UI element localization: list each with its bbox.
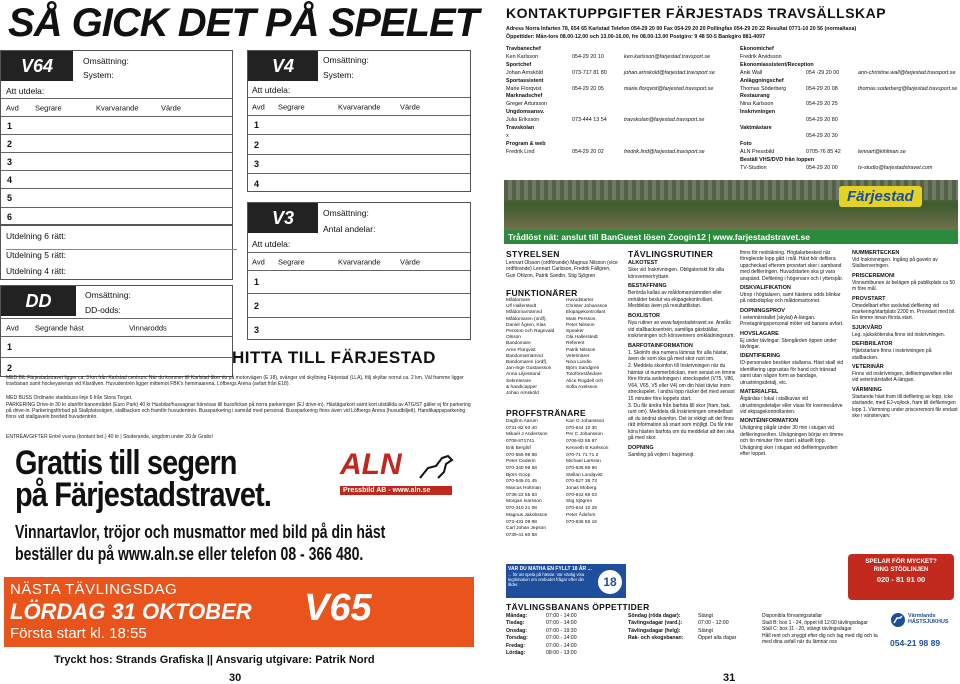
opening-label: Lördag: (506, 650, 526, 657)
dd-row-1 (1, 336, 232, 357)
col-kvarvarande: Kvarvarande (338, 257, 381, 266)
contact-phone: 054-29 20 30 (806, 132, 838, 139)
hitta-text: MED BIL Färjestadstravet ligger ca. 3 km från Karlstad centrum. När du kommer till Karlstad åker du på motorvägen (E 18), svänger vid skyltning Färjestad (LLA), följ skyltar norrut ca. 2 km. Väl framme ligger travbanan samt hockeyarenan vid Klarälven. Huvudentrén ligger mittemot FBK's hemmaarena, Löfbergs Arena (avfart från E18). (6, 375, 464, 388)
routine-text: Ej under tävlingar. Stengården öppen under tävlingar. (740, 337, 837, 351)
opening-label: Tävlingsdagar (helg): (628, 627, 681, 634)
contact-name: Anki Wall (740, 69, 763, 76)
address-line: Adress Norra Infarten 78, 654 65 Karlstad Telefon 054-29 20 00 Fax 054-29 20 20 Pollingfax 054-29 20 22 Resultat 0771-10 20 56 (normaltaxa) (506, 26, 857, 32)
opening-row (506, 620, 626, 627)
routine-heading: SJUKVÅRD (852, 324, 883, 331)
opening-row (506, 635, 626, 642)
contact-role: Beställ VHS/DVD från loppen (740, 156, 814, 163)
opening-label: Fredag: (506, 642, 526, 649)
contact-name: Thomas Söderberg (740, 85, 787, 92)
utdelning-6: Utdelning 6 rätt: (6, 231, 67, 241)
routine-section (740, 353, 844, 386)
opening-value: 07:00 - 12:00 (698, 620, 729, 627)
contacts-right (740, 46, 960, 173)
rutiner-title: TÄVLINGSRUTINER (628, 249, 714, 259)
opening-row (628, 620, 758, 627)
hastsjukhus-logo (890, 612, 906, 628)
v3-row-1 (248, 270, 470, 293)
opening-label: Onsdag: (506, 627, 528, 634)
openings-right: Disponibla förvaringsstallar Stall B: box 1 - 24, öppet till 12:00 tävlingsdagar Stall C: box 11 - 20, stängt tävlingsdagar Håll rent och snyggt efter dig och tag med dig och ta med dina avfall när du lämnar oss (762, 613, 878, 645)
routine-heading: BARFOTAINFORMATION (628, 342, 693, 349)
dd-form (0, 285, 233, 377)
routine-text: Åtgärdas i lokal i stallkuvan vid utrustningsdetaljer eller visas för kvennesårive vid ekipagekontrollanten. (740, 396, 843, 415)
sponsor-box (890, 612, 958, 652)
routine-section (740, 389, 844, 415)
col-kvarvarande: Kvarvarande (338, 102, 381, 111)
contact-role: Sportassistent (506, 77, 544, 84)
routine-heading: MONTÉINFORMATION (740, 418, 799, 425)
routine-section (852, 364, 958, 384)
v3-row-2 (248, 293, 470, 317)
routine-heading: VETERINÄR (852, 364, 884, 371)
routine-heading: HOVSLAGARE (740, 330, 779, 337)
routine-section (852, 341, 958, 361)
styrelsen-text: Lennart Olsson (ordförande) Magnus Nilsson (vice ordförande) Lennart Carlsson, Fredrik Fällgren, Gun Ohlzon, Patrik Sandin, Stig Sjögren (506, 260, 618, 279)
contact-email: ann-christine.wall@farjestad.travsport.se (858, 69, 956, 76)
row-number: 1 (7, 342, 13, 352)
contact-role: Program & web (506, 140, 546, 147)
contact-entry (740, 109, 960, 125)
contact-phone (572, 101, 620, 109)
routine-section (852, 387, 958, 420)
col-varde: Värde (161, 103, 182, 112)
contact-phone: 054-29 20 00 (806, 164, 838, 171)
contact-entry (506, 46, 736, 62)
routine-text: 1. Skoinfo ska numera lämnas för alla hästar, även de som ska gå med skor runt om. 2. Meddela skoinfon till Inskrivningen när du hämtar ut nummerbrickan, men senast en timme före första avdelningen i streckspelet (V75, V86, V64, V65, V5 eller V4) om din häst tävlar inom streckspelet. I andra lopp räcker det med senast 15 minuter före loppets start. 3. Du får ändra från barfota till skor (fram, bak, runt om). Meddela då Inskrivningen omedelbart att du ändrat skoinfon. Det är viktigt att det finns rätt information så snart som möjligt. Du får inte köra hästen barfota om du meddelat att den ska gå med skor. (628, 349, 736, 442)
contact-name: x (506, 132, 509, 139)
proffstranare-title: PROFFSTRÄNARE (506, 408, 586, 418)
horse-icon (418, 450, 454, 480)
contact-role: Ekonomiassistent/Reception (740, 61, 814, 68)
col-segrare: Segrare (278, 257, 305, 266)
opening-label: Torsdag: (506, 635, 528, 642)
v64-row-4 (1, 170, 232, 188)
contact-phone: 073-717 81 80 (572, 69, 607, 76)
row-number: 3 (7, 156, 13, 167)
contact-entry (740, 62, 960, 78)
utdelning-4: Utdelning 4 rätt: (6, 266, 67, 276)
hitta-bus: MED BUSS Ordinarie stadsbuss linje 6 från Stora Torget. (6, 395, 133, 401)
aln-logo-sub: Pressbild AB - www.aln.se (340, 486, 452, 495)
spelar-sub: RING STÖDLINJEN (873, 567, 929, 573)
contact-phone: 054-29 20 10 (572, 53, 604, 60)
contact-line (740, 54, 960, 62)
col-kvarvarande: Kvarvarande (96, 103, 139, 112)
routine-heading: DOPNING (628, 445, 654, 452)
contact-role: Restaurang (740, 93, 770, 100)
contact-line (740, 133, 960, 141)
contact-name: Johan Arnsköld (506, 69, 543, 76)
spelar-text: SPELAR FÖR MYCKET? (865, 558, 937, 565)
hours-line: Öppettider: Mån-tors 08.00-12.00 och 13.00-16.00, fre 08.00-13.00 Postgiro: 9 48 50-5 Bankgiro 881-4097 (506, 34, 766, 40)
opening-label: Tisdag: (506, 620, 525, 627)
routine-section (852, 325, 958, 338)
opening-row (506, 628, 626, 635)
row-number: 2 (7, 363, 13, 373)
v4-form (247, 50, 471, 192)
contact-email: tv-studio@farjestadstravet.com (858, 164, 933, 171)
contact-name (740, 117, 802, 125)
col-avd: Avd (252, 257, 265, 266)
col-avd: Avd (6, 323, 19, 332)
utdelning-5: Utdelning 5 rätt: (6, 249, 237, 260)
routine-text: Startande häst fram till defilering av lopp, icke startande, med EJ-vojlock, fram till defileringen lopp 1. Värmning under prisceremoni får endast ske i vänstervarv. (852, 393, 958, 420)
row-number: 1 (254, 277, 260, 287)
row-number: 2 (254, 139, 260, 150)
contact-name: Fredrik Lind (506, 148, 535, 155)
v64-form (0, 50, 233, 225)
aln-logo-box (336, 448, 456, 498)
contact-line (506, 133, 736, 141)
row-number: 1 (254, 120, 260, 130)
v4-row-3 (248, 154, 470, 173)
routine-text: Berörda kallas av måldomarnämnden eller enhälder beslut via ekipagekontrollant. Meddelas även på resultattlistan. (628, 290, 722, 310)
routine-section (628, 445, 736, 459)
routine-section (628, 260, 736, 280)
v4-row-1 (248, 115, 470, 134)
v64-att-utdela-label: Att utdela: (6, 86, 45, 96)
contact-name: ALN Pressbild (740, 148, 775, 155)
openings-mid (628, 613, 758, 643)
opening-label: Måndag: (506, 613, 528, 619)
routine-text: Omedelbart efter avslutad defilering vid markering/startplats 2200 m. Provstart med bil. En timme innan första start. (852, 302, 956, 322)
openings-title: TÄVLINGSBANANS ÖPPETTIDER (506, 602, 650, 612)
contact-entry (740, 46, 960, 62)
v3-logo: V3 (248, 203, 318, 233)
opening-value: 08:00 - 13:00 (546, 650, 577, 657)
contact-phone: 054-29 20 25 (806, 101, 838, 108)
routine-text: Hjärtstartare finns i inskrivningen på stallbacken. (852, 348, 932, 361)
routine-section (628, 343, 736, 442)
v3-row-3 (248, 317, 470, 341)
contact-email: travskolan@farjestad.travsport.se (624, 117, 705, 124)
contact-phone: 0705-76 85 42 (806, 148, 841, 155)
footer-left: Tryckt hos: Strands Grafiska || Ansvarig utgivare: Patrik Nord (54, 654, 375, 666)
contact-name: Julia Eriksson (506, 117, 540, 124)
opening-value: 07:00 - 14:00 (546, 620, 577, 627)
contact-name: Nina Karlsson (740, 101, 774, 108)
opening-value: Öppet alla dagar (698, 635, 737, 642)
contact-name: Fredrik Arvidsson (740, 53, 782, 60)
rutiner-col-3 (740, 250, 844, 460)
contact-line (506, 86, 736, 94)
col-segrare: Segrare (278, 102, 305, 111)
dd-odds-label: DD-odds: (85, 305, 121, 315)
col-vinnarodds: Vinnarodds (129, 323, 167, 332)
contact-line (506, 149, 736, 157)
opening-label: Söndag (röda dagar): (628, 613, 681, 619)
aln-headline-1: Grattis till segern (15, 444, 237, 482)
routine-heading: BOXLISTOR (628, 312, 660, 319)
v4-col-headers (248, 97, 470, 115)
contact-entry (740, 78, 960, 94)
contact-name: Greger Artursson (506, 101, 548, 108)
routine-heading: MATERIALFEL (740, 389, 779, 396)
v64-row-1 (1, 116, 232, 134)
routine-section (852, 273, 958, 293)
aln-headline-2: på Färjestadstravet. (15, 476, 272, 514)
contact-line (740, 149, 960, 157)
opening-row (506, 650, 626, 657)
row-number: 3 (254, 159, 260, 169)
next-race-line-2: LÖRDAG 31 OKTOBER (10, 599, 252, 624)
contact-line (506, 101, 736, 109)
opening-value: 07:00 - 19:30 (546, 627, 577, 634)
col-avd: Avd (252, 102, 265, 111)
contact-entry (740, 141, 960, 157)
routine-section (740, 331, 844, 351)
v64-col-headers (1, 98, 232, 116)
opening-label: Rak- och skogsbanan: (628, 635, 684, 642)
opening-row (506, 613, 626, 620)
contact-name (740, 133, 802, 141)
contact-phone: 054-29 20 02 (572, 148, 604, 155)
contact-role: Ekonomichef (740, 46, 774, 52)
spelar-box (848, 554, 954, 600)
v3-form (247, 202, 471, 340)
routine-section (740, 308, 844, 328)
contact-entry (506, 78, 736, 94)
styrelsen-title: STYRELSEN (506, 249, 560, 259)
routine-section (852, 250, 958, 270)
routine-text: Samling på vojten i hagenvojt. (628, 452, 695, 459)
spelar-phone: 020 - 81 91 00 (876, 575, 926, 584)
contact-phone: 054 -29 20 00 (806, 69, 840, 76)
routine-section (852, 296, 958, 322)
contact-line (506, 54, 736, 62)
row-number: 2 (7, 138, 13, 149)
age-18-box (506, 564, 626, 598)
routine-section (740, 418, 844, 457)
routine-text: Utvägning pågår under 30 min i stugan vid defileringsvolten. Utvägningen börjar en timme och tio minuter före start i aktuellt lopp. Utvägning sker i stugan vid defileringsvolten efter loppet. (740, 425, 844, 457)
opening-label: Tävlingsdagar (vard.): (628, 620, 683, 627)
routine-section (740, 250, 844, 282)
contact-role: Ungdomsansv. (506, 109, 545, 116)
hitta-parking: PARKERING Drive-in 30 kr utanför banområdet (Euro Park) 40 kr Husbilar/husvagnar hänvisas till bussfickan på norra parkeringen (EJ drive-in). Hästägarkort samt kort utställda av ATG/ST gäller ej för parkering på drive-in. Parkeringsförbud på Stallplatsvägen, stallbacken och framför huvudentrén. Bussparkering i samråd med personal. Bussparkering finns även vid Löfbergs Arena (huvudbiljett). Handikappsparkering finns vid stallgaveln bredvid huvudentrén. (6, 402, 471, 421)
opening-value: Stängt (698, 613, 713, 619)
contact-entry (506, 109, 736, 125)
contact-role: Anläggningschef (740, 77, 784, 84)
routine-heading: DEFIBRILATOR (852, 341, 893, 348)
contact-phone: 073-444 13 54 (572, 117, 607, 124)
routine-text: Vid Inskrivningen. Ingång på gaveln av Stallserveringen. (852, 257, 938, 270)
routine-text: Utrop i högtalaren, samt hästens odds blinkar på oddsdisplay och måldomartornet. (740, 292, 841, 305)
next-race-line-3: Första start kl. 18:55 (10, 625, 147, 642)
contact-line (506, 117, 736, 125)
opening-row (628, 628, 758, 635)
wifi-banner (504, 230, 958, 244)
contact-phone: 054-29 20 08 (806, 85, 838, 92)
contact-role: Travskolan (506, 125, 535, 132)
hitta-title: HITTA TILL FÄRJESTAD (232, 348, 436, 367)
routine-text: I veterinärstallet (skylat) A-längan. Provtagningspersonal möter vid banans avfart. (740, 314, 844, 328)
opening-value: 07:00 - 14:00 (546, 635, 577, 642)
funktionarer-col-2: Huvudstarter Christer Johansson Ekipagekontrollant Mats Persson, Peter Nilsson Speaker Ola Hallerstedt Referent Patrik Nilsson Veterinärer Nina Lundin Björn Sandgren Totoföreståndare Alice Rogdell och Sofia Axelsson (566, 298, 608, 390)
opening-value: 07:00 - 14:00 (546, 613, 577, 619)
contact-line (740, 165, 960, 173)
v65-logo: V65 (304, 587, 372, 629)
funktionarer-title: FUNKTIONÄRER (506, 288, 578, 298)
routine-heading: VÄRMNING (852, 386, 882, 393)
contact-entry (740, 125, 960, 141)
contact-role: Marknadschef (506, 93, 543, 100)
wifi-text: Trådlöst nät: anslut till BanGuest lösen Zoogin12 | www.farjestadstravet.se (508, 232, 810, 242)
contact-phone (572, 133, 620, 141)
contact-email: marie.florqvist@farjestad.travsport.se (624, 85, 714, 92)
page-number-left: 30 (229, 672, 242, 684)
funktionarer-col-1: Måldomare Ulf Hallerstedt Måldomarnämnd Måldomaren (ordf), Daniel Ågren, Klas Persson och Ragnvald Olsson Bandomare Arne Florqvist Bandomarnämnd Bandomaren (ordf), Jan-Inge Gustavsson Anna Liljestrand Sekreterare & handicapper Johan Arnsköld (506, 298, 555, 397)
openings-days (506, 613, 626, 657)
routine-heading: BESTAFFNING (628, 283, 667, 290)
routine-text: Leg. sjuksköterska finns vid inskrivningen. (852, 331, 946, 338)
contact-name: Ken Karlsson (506, 53, 539, 60)
age-18-text: VAR DU MATHA EN FYLLT 18 ÅR ... (508, 566, 592, 572)
sponsor-name: Värmlands HÄSTSJUKHUS (908, 613, 949, 625)
contact-line (740, 70, 960, 78)
contact-role: Vaktmästare (740, 125, 772, 132)
v3-col-headers (248, 252, 470, 270)
aln-sub-2: beställer du på www.aln.se eller telefon 08 - 366 480. (15, 544, 364, 564)
row-number: 1 (7, 120, 13, 131)
v3-omsattning-label: Omsättning: (323, 208, 369, 218)
v64-omsattning-label: Omsättning: (83, 56, 129, 66)
contact-role: Inskrivningen (740, 109, 776, 116)
routine-section (628, 313, 736, 340)
contact-email: thomas.soderberg@farjestad.travsport.se (858, 85, 958, 92)
rutiner-col-4 (852, 250, 958, 423)
v4-row-2 (248, 134, 470, 154)
row-number: 5 (7, 193, 13, 203)
page-title-right: KONTAKTUPPGIFTER FÄRJESTADS TRAVSÄLLSKAP (506, 5, 887, 21)
routine-heading: PRISCEREMONI (852, 272, 895, 279)
contact-email: lennart@kihlman.se (858, 148, 906, 155)
sponsor-phone: 054-21 98 89 (890, 638, 941, 648)
row-number: 2 (254, 300, 260, 311)
routine-text: Nya rutiner se www.farjestadstravet.se. Anslås vid stallbacksentrén, samtliga gästställar, inskrivningen och körsvenners omklädningsrum. (628, 319, 735, 340)
contact-entry (506, 62, 736, 78)
opening-value: 07:00 - 14:00 (546, 642, 577, 649)
v64-row-2 (1, 134, 232, 152)
age-18-sub: ... för att spela på hästar. Var vänlig visa legitimation om ombudet frågar efter din ålder. (508, 572, 585, 587)
opening-row (628, 635, 758, 642)
routine-text: ID-personalen besöker stallarna. Häst skall vid identifiering upprustas för hand och tränsad samt utan någon form av bandage, utrustningsdetalj, etc. (740, 360, 844, 386)
v4-omsattning-label: Omsättning: (323, 55, 369, 65)
dd-logo: DD (1, 286, 76, 316)
v3-antal-andelar-label: Antal andelar: (323, 224, 376, 234)
v4-att-utdela-label: Att utdela: (252, 85, 291, 95)
v4-logo: V4 (248, 51, 318, 81)
v64-system-label: System: (83, 70, 114, 80)
row-number: 3 (254, 324, 260, 335)
opening-value: Stängt (698, 627, 713, 634)
routine-text: Sker vid Inskrivningen. Obligatoriskt för alla körsvenner/ryttare. (628, 267, 724, 280)
col-varde: Värde (400, 102, 421, 111)
col-segrare: Segrare (35, 103, 62, 112)
rutiner-col (628, 260, 736, 462)
v4-row-4 (248, 173, 470, 193)
contact-phone: 054-29 20 05 (572, 85, 604, 92)
dd-omsattning-label: Omsättning: (85, 290, 131, 300)
contact-name: Marie Florqvist (506, 85, 542, 92)
contact-email: fredrik.lind@farjestad.travsport.se (624, 148, 705, 155)
age-18-logo: 18 (598, 570, 622, 594)
contact-email: johan.arnskold@farjestad.travsport.se (624, 69, 715, 76)
col-varde: Värde (400, 257, 421, 266)
opening-row (628, 613, 758, 620)
routine-text: finns för nedräkning. Högtalarbesked när föreglende lopp gått i mål. Häst bör defilera uppcheckad efterom provstart sker i samband med defileringen. Huvudstarten ska gi vara anspänd. Defilering i högervarv och i ytterspår. (740, 250, 844, 282)
contact-line (740, 117, 960, 125)
opening-row (506, 643, 626, 650)
proffstranare-col-1: Dagfinn Aarum 0731-82 63 40 Mikael J Andersson 0708-871741 Erik Berglöf 070-555 98 88 Peter Cederin 070-340 99 58 Björn Goop 070-545 01 45 Marcus Holtman 0736-22 55 83 Morgan Ivarsson 070-310 21 08 Magnus Jakobsson 073-431 09 98 Carl Johan Jepson 0739-41 60 58 (506, 419, 548, 538)
contact-phone: 054-29 20 80 (806, 117, 838, 124)
contact-line (506, 70, 736, 78)
contact-phone (806, 54, 854, 62)
routine-section (628, 283, 736, 310)
v64-row-5 (1, 188, 232, 207)
row-number: 4 (7, 174, 13, 185)
next-race-line-1: NÄSTA TÄVLINGSDAG (10, 581, 178, 598)
aln-logo: ALN (340, 448, 402, 481)
v64-row-6 (1, 207, 232, 226)
contact-entry (506, 125, 736, 141)
contact-email: ken.karlsson@farjestad.travsport.se (624, 53, 711, 60)
contact-role: Foto (740, 140, 752, 147)
aln-sub-1: Vinnartavlor, tröjor och musmattor med bild på din häst (15, 522, 386, 542)
routine-heading: NUMMERTECKEN (852, 250, 900, 256)
v64-logo: V64 (1, 51, 73, 81)
col-avd: Avd (6, 103, 19, 112)
contact-entry (506, 93, 736, 109)
routine-heading: DOPNINGSPROV (740, 307, 785, 314)
contact-role: Travbanechef (506, 46, 541, 52)
routine-heading: PROVSTART (852, 295, 886, 302)
routine-text: Vinnartribunen är belägen på publikplats ca 50 m före mål. (852, 279, 956, 293)
routine-text: Finns vid inskrivningen, defileringsvolten eller vid veterinärstallet A-längan. (852, 371, 953, 384)
proffstranare-col-2: Kari O Johansson 070-644 10 30 Per C Johansson 0706-83 55 97 Kenneth B Karlsson 070-71 71 71 2 Michael Larsson 070-635 86 90 Stellan Lundqvist 070-527 38 73 Jonas Moberg 070-642 88 03 Stig Sjögren 070-644 10 29 Peter Ådefors 070-636 65 16 (566, 419, 609, 525)
contact-line (740, 101, 960, 109)
contact-entry (740, 157, 960, 173)
next-race-banner (4, 577, 474, 647)
page-title-left: SÅ GICK DET PÅ SPELET (8, 1, 479, 45)
row-number: 4 (254, 178, 260, 189)
dd-col-headers (1, 318, 232, 336)
row-number: 6 (7, 212, 13, 222)
hitta-entry: ENTRÉAVGIFTER Entré vuxna (kontant bet.) 40 kr | Studerande, ungdom under 20 år Gratis! (6, 434, 213, 440)
page-number-right: 31 (723, 672, 736, 684)
farjestad-sign: Färjestad (839, 186, 922, 207)
contact-name: TV-Studion (740, 164, 767, 171)
v64-row-3 (1, 152, 232, 170)
routine-heading: IDENTIFIERING (740, 353, 781, 360)
contact-line (740, 86, 960, 94)
contacts-left (506, 46, 736, 157)
routine-heading: DISKVALIFIKATION (740, 285, 791, 292)
v4-system-label: System: (323, 70, 354, 80)
routine-heading: ALKOTEST (628, 260, 658, 266)
contact-entry (506, 141, 736, 157)
contact-role: Sportchef (506, 61, 532, 68)
col-segrande-hast: Segrande häst (35, 323, 84, 332)
v3-att-utdela-label: Att utdela: (252, 239, 291, 249)
contact-entry (740, 93, 960, 109)
routine-section (740, 285, 844, 305)
v64-utdelning (0, 225, 233, 280)
